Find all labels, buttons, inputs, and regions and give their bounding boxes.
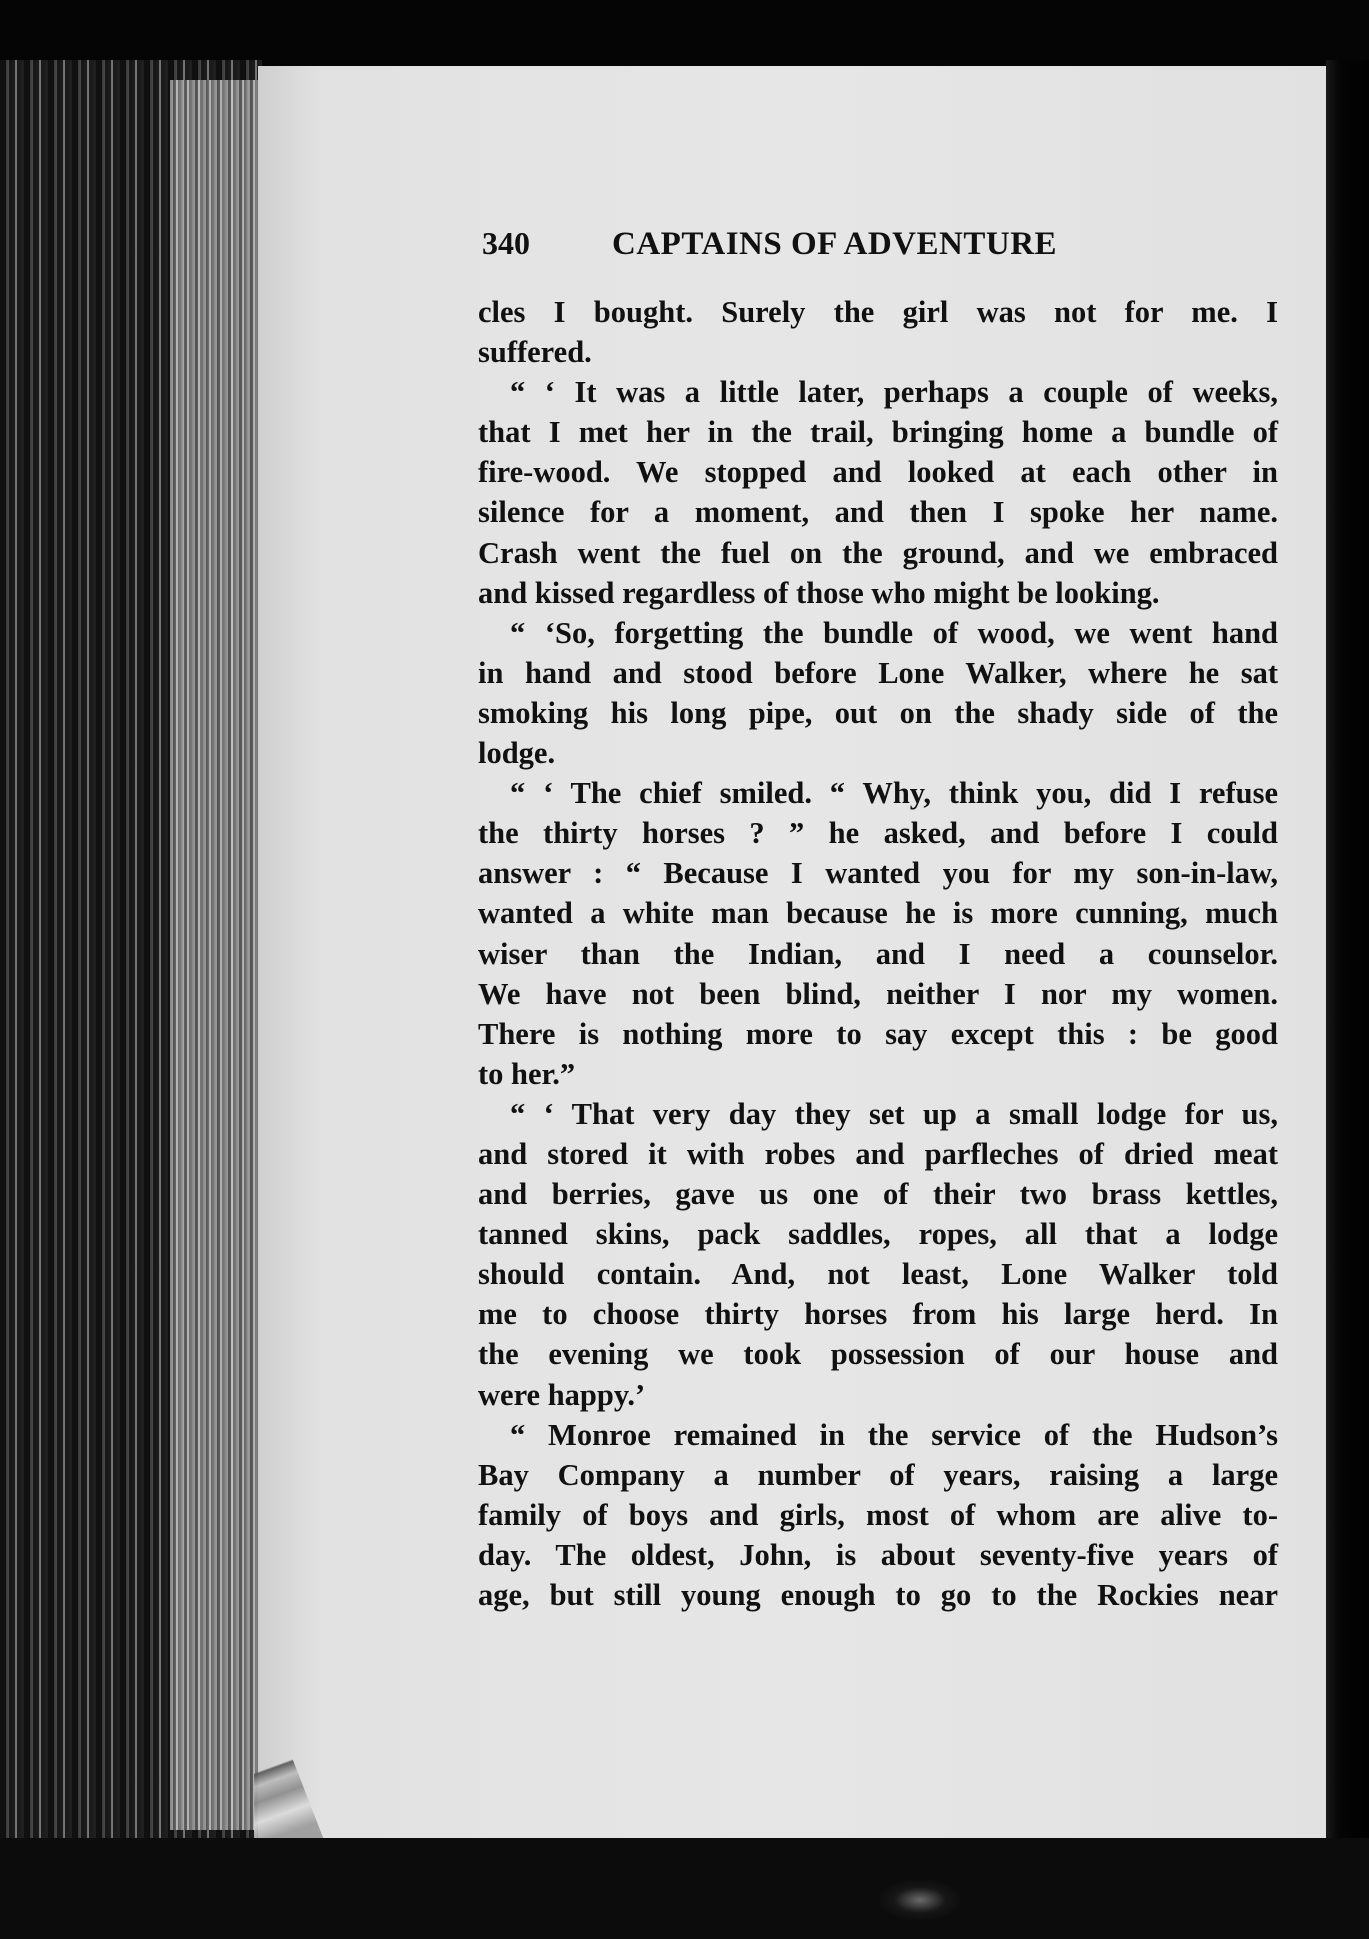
text-line: “ Monroe remained in the service of the Hudson’s (510, 1417, 1278, 1452)
text-line: fire-wood. We stopped and looked at each other in (478, 455, 1278, 490)
text-line: and kissed regardless of those who might be looking. (478, 575, 1160, 610)
text-line: answer : “ Because I wanted you for my son-in-law, (478, 856, 1278, 891)
text-line: the thirty horses ? ” he asked, and before I could (478, 816, 1278, 851)
running-header (482, 225, 1132, 275)
text-line: the evening we took possession of our house and (478, 1337, 1278, 1372)
text-line: to her.” (478, 1056, 576, 1091)
text-line: in hand and stood before Lone Walker, where he sat (478, 655, 1278, 690)
text-line: lodge. (478, 736, 556, 771)
text-line: There is nothing more to say except this : be good (478, 1016, 1278, 1051)
text-line: cles I bought. Surely the girl was not for me. I (478, 295, 1278, 329)
text-line: “ ‘ That very day they set up a small lodge for us, (510, 1096, 1278, 1131)
text-line: and berries, gave us one of their two brass kettles, (478, 1177, 1278, 1212)
text-line: “ ‘ It was a little later, perhaps a couple of weeks, (510, 375, 1278, 410)
page-number: 340 (482, 225, 530, 261)
scan-bottom-border (0, 1838, 1369, 1939)
text-line: wanted a white man because he is more cunning, much (478, 896, 1278, 931)
text-line: silence for a moment, and then I spoke her name. (478, 495, 1278, 530)
text-line: suffered. (478, 335, 592, 370)
text-line: wiser than the Indian, and I need a counselor. (478, 936, 1278, 971)
text-line: Crash went the fuel on the ground, and we embraced (478, 535, 1278, 570)
text-line: smoking his long pipe, out on the shady side of the (478, 695, 1278, 730)
text-line: age, but still young enough to go to the Rockies near (478, 1578, 1278, 1612)
text-line: should contain. And, not least, Lone Walker told (478, 1257, 1278, 1292)
text-line: were happy.’ (478, 1377, 646, 1412)
text-line: me to choose thirty horses from his large herd. In (478, 1297, 1278, 1332)
text-line: “ ‘ The chief smiled. “ Why, think you, did I refuse (510, 776, 1278, 811)
text-line: tanned skins, pack saddles, ropes, all that a lodge (478, 1217, 1278, 1252)
book-spine-page-edges (0, 60, 262, 1850)
text-line: “ ‘So, forgetting the bundle of wood, we went hand (510, 615, 1278, 650)
running-title: CAPTAINS OF ADVENTURE (612, 226, 1058, 262)
text-line: day. The oldest, John, is about seventy-five years of (478, 1537, 1278, 1572)
scan-smudge (880, 1880, 960, 1920)
text-line: that I met her in the trail, bringing home a bundle of (478, 415, 1278, 450)
scan-right-border (1326, 60, 1369, 1850)
body-text (478, 292, 1278, 1615)
text-line: and stored it with robes and parfleches of dried meat (478, 1136, 1278, 1171)
text-line: family of boys and girls, most of whom are alive to- (478, 1497, 1278, 1532)
text-line: Bay Company a number of years, raising a large (478, 1457, 1278, 1492)
text-line: We have not been blind, neither I nor my women. (478, 976, 1278, 1011)
